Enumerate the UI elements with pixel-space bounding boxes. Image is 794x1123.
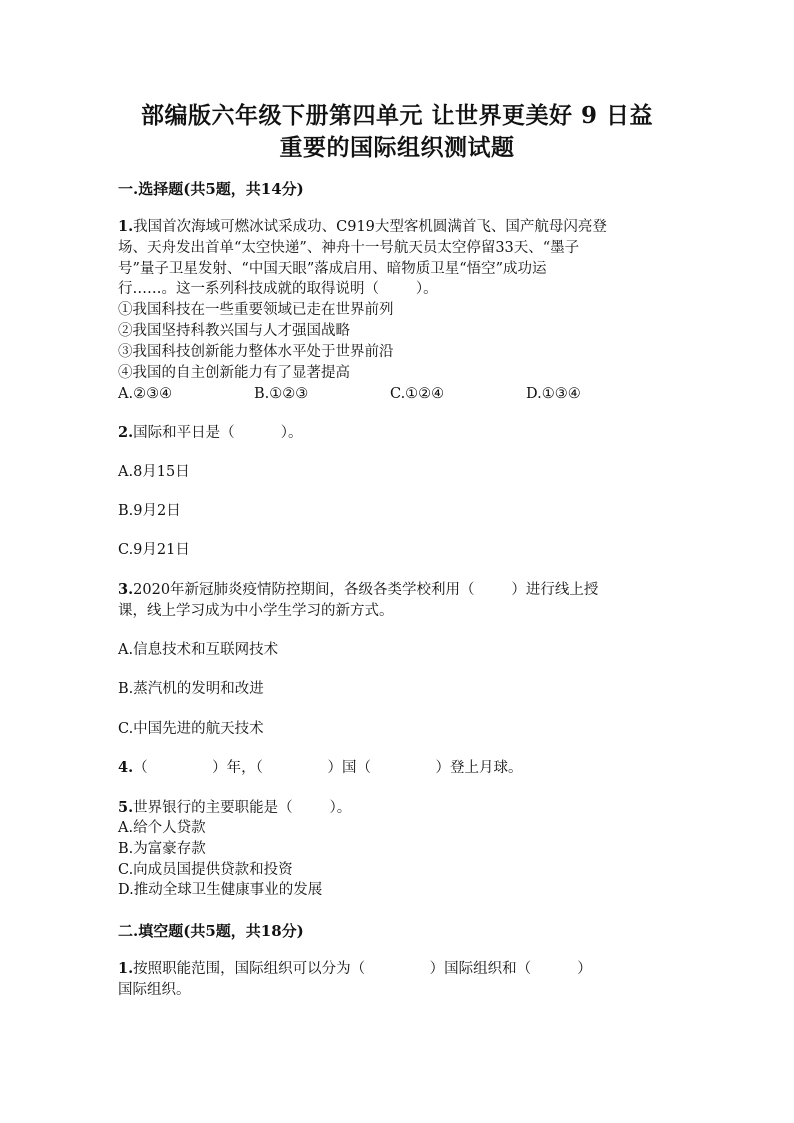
question-3-option-a: A.信息技术和互联网技术 [118,642,279,658]
question-4 [118,758,522,778]
question-3-option-c: C.中国先进的航天技术 [118,721,264,737]
question-1-option-b: B.①②③ [254,386,309,402]
question-2-option-b: B.9月2日 [118,503,181,519]
question-1-line-3: 号”量子卫星发射、“中国天眼”落成启用、暗物质卫星“悟空”成功运 [118,261,547,277]
question-3-line-2: 课，线上学习成为中小学生学习的新方式。 [118,603,394,619]
question-5 [118,798,351,818]
question-1-number: 1. [118,218,134,235]
question-2-option-a: A.8月15日 [118,464,190,480]
question-1-option-a: A.②③④ [118,386,173,402]
question-3-text-1: 2020年新冠肺炎疫情防控期间，各级各类学校利用（ ）进行线上授 [133,582,599,598]
question-1-statement-1: ①我国科技在一些重要领域已走在世界前列 [118,302,394,318]
question-4-number: 4. [118,759,134,776]
question-1-line-1 [118,217,607,237]
question-1-line-4: 行……。这一系列科技成就的取得说明（ ）。 [118,281,438,297]
question-1-option-d: D.①③④ [526,386,581,402]
fill-question-1-number: 1. [118,960,134,977]
fill-question-1-line-2: 国际组织。 [118,982,191,998]
fill-question-1-line-1 [118,959,592,979]
question-3-number: 3. [118,581,134,598]
question-4-text: （ ）年，（ ）国（ ）登上月球。 [133,760,523,776]
question-5-option-d: D.推动全球卫生健康事业的发展 [118,882,323,898]
question-3-line-1 [118,580,598,600]
question-1-statement-4: ④我国的自主创新能力有了显著提高 [118,365,350,381]
question-2-text: 国际和平日是（ ）。 [133,425,303,441]
fill-question-1-text-1: 按照职能范围，国际组织可以分为（ ）国际组织和（ ） [133,961,592,977]
question-2-number: 2. [118,424,134,441]
question-5-number: 5. [118,799,134,816]
question-2 [118,423,302,443]
section-header-choice: 一.选择题(共5题，共14分) [118,180,304,198]
page-title-line-1: 部编版六年级下册第四单元 让世界更美好 9 日益 [140,102,654,129]
question-5-option-a: A.给个人贷款 [118,820,206,836]
question-2-option-c: C.9月21日 [118,542,190,558]
question-5-text: 世界银行的主要职能是（ ）。 [133,800,352,816]
question-1-line-2: 场、天舟发出首单“太空快递”、神舟十一号航天员太空停留33天、“墨子 [118,240,580,256]
page-title-line-2: 重要的国际组织测试题 [279,134,515,161]
question-5-option-b: B.为富豪存款 [118,841,206,857]
question-3-option-b: B.蒸汽机的发明和改进 [118,681,264,697]
question-1-statement-3: ③我国科技创新能力整体水平处于世界前沿 [118,344,394,360]
question-1-option-c: C.①②④ [390,386,445,402]
question-1-statement-2: ②我国坚持科教兴国与人才强国战略 [118,323,350,339]
question-5-option-c: C.向成员国提供贷款和投资 [118,862,293,878]
section-header-fill: 二.填空题(共5题，共18分) [118,922,304,940]
question-1-text-1: 我国首次海域可燃冰试采成功、C919大型客机圆满首飞、国产航母闪亮登 [133,219,607,235]
